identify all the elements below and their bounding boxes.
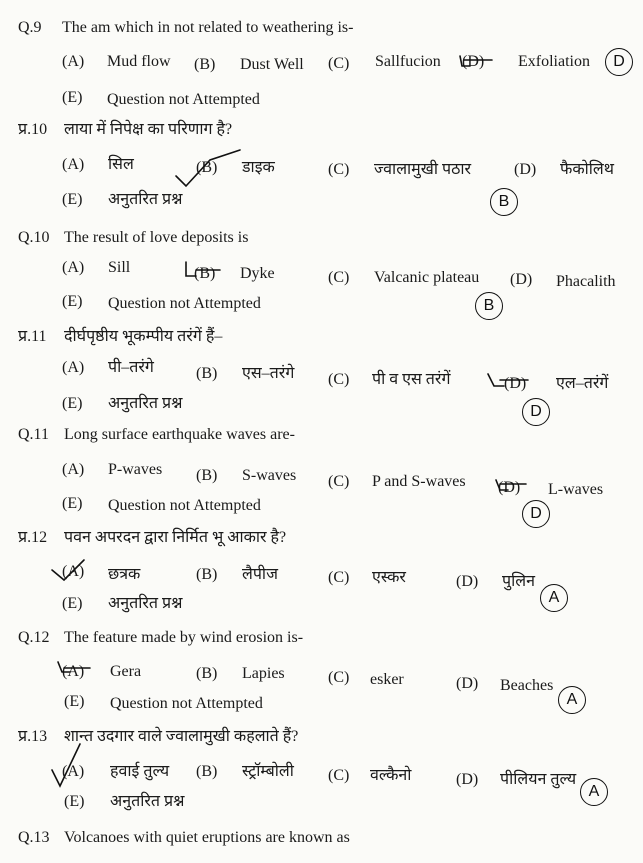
option-e-label: (E) [62,191,83,208]
question-text: Volcanoes with quiet eruptions are known as [64,829,350,846]
option-a-label: (A) [62,461,85,478]
question-number: प्र.12 [18,529,48,546]
option-c-label: (C) [328,55,350,72]
option-e-label: (E) [64,693,85,710]
option-e-label: (E) [62,293,83,310]
option-c-text: Sallfucion [375,53,441,70]
option-c-label: (C) [328,473,350,490]
option-e-text: Question not Attempted [107,91,260,108]
question-text: The result of love deposits is [64,229,249,246]
question-text: लाया में निपेक्ष का परिणाग है? [64,121,233,138]
question-number: Q.13 [18,829,50,846]
option-b-label: (B) [196,467,218,484]
option-b-label: (B) [194,265,216,282]
option-b-text: Dyke [240,265,275,282]
option-d-text: Beaches [500,677,554,694]
answer-mark: A [580,778,608,806]
question-text: The am which in not related to weathering is- [62,19,354,36]
option-c-label: (C) [328,569,350,586]
option-e-text: अनुतरित प्रश्न [110,793,185,810]
option-a-label: (A) [62,259,85,276]
option-c-text: Valcanic plateau [374,269,480,286]
option-d-label: (D) [456,675,479,692]
option-d-text: फैकोलिथ [560,161,614,178]
option-c-text: वल्कैनो [370,767,412,784]
option-d-label: (D) [498,479,521,496]
option-a-label: (A) [62,359,85,376]
option-e-text: अनुतरित प्रश्न [108,395,183,412]
question-number: प्र.11 [18,328,47,345]
option-d-text: L-waves [548,481,604,498]
option-b-label: (B) [194,56,216,73]
option-b-text: Dust Well [240,56,304,73]
option-e-text: Question not Attempted [108,497,261,514]
option-e-text: अनुतरित प्रश्न [108,595,183,612]
question-number: Q.9 [18,19,42,36]
option-d-text: पीलियन तुल्य [500,771,577,788]
answer-mark: B [475,292,503,320]
option-c-label: (C) [328,669,350,686]
option-c-label: (C) [328,767,350,784]
question-number: प्र.13 [18,728,48,745]
answer-mark: B [490,188,518,216]
answer-mark: D [605,48,633,76]
question-number: Q.11 [18,426,49,443]
option-e-label: (E) [62,595,83,612]
option-d-label: (D) [462,53,485,70]
option-a-label: (A) [62,563,85,580]
option-c-text: P and S-waves [372,473,466,490]
option-e-text: अनुतरित प्रश्न [108,191,183,208]
question-number: प्र.10 [18,121,48,138]
option-a-label: (A) [62,763,85,780]
option-e-label: (E) [62,395,83,412]
option-d-label: (D) [456,771,479,788]
option-c-text: पी व एस तरंगें [372,371,451,388]
option-e-label: (E) [62,495,83,512]
option-e-label: (E) [62,89,83,106]
option-d-label: (D) [456,573,479,590]
option-d-text: एल–तरंगें [556,375,609,392]
option-e-label: (E) [64,793,85,810]
question-text: The feature made by wind erosion is- [64,629,304,646]
option-a-text: सिल [108,156,134,173]
answer-mark: A [540,584,568,612]
option-b-text: S-waves [242,467,297,484]
option-c-label: (C) [328,161,350,178]
option-b-text: Lapies [242,665,285,682]
option-a-text: पी–तरंगे [108,359,154,376]
answer-mark: A [558,686,586,714]
answer-mark: D [522,398,550,426]
option-c-text: एस्कर [372,569,406,586]
answer-mark: D [522,500,550,528]
option-b-label: (B) [196,566,218,583]
option-b-text: स्ट्रॉम्बोली [242,763,294,780]
option-d-label: (D) [514,161,537,178]
option-c-text: esker [370,671,404,688]
option-c-label: (C) [328,371,350,388]
option-a-text: Sill [108,259,131,276]
option-c-label: (C) [328,269,350,286]
option-d-text: Exfoliation [518,53,590,70]
option-d-text: पुलिन [502,573,535,590]
option-b-label: (B) [196,365,218,382]
option-a-text: P-waves [108,461,163,478]
option-b-label: (B) [196,665,218,682]
question-text: दीर्घपृष्ठीय भूकम्पीय तरंगें हैं– [64,328,223,345]
question-text: पवन अपरदन द्वारा निर्मित भू आकार है? [64,529,287,546]
option-a-label: (A) [62,663,85,680]
option-b-text: डाइक [242,159,275,176]
question-number: Q.12 [18,629,50,646]
option-b-text: एस–तरंगे [242,365,295,382]
option-d-label: (D) [510,271,533,288]
option-a-text: छत्रक [108,566,141,583]
option-b-label: (B) [196,159,218,176]
option-e-text: Question not Attempted [110,695,263,712]
option-a-label: (A) [62,156,85,173]
option-b-text: लैपीज [242,566,278,583]
option-a-label: (A) [62,53,85,70]
option-a-text: हवाई तुल्य [110,763,170,780]
option-a-text: Mud flow [107,53,171,70]
question-text: शान्त उदगार वाले ज्वालामुखी कहलाते हैं? [64,728,299,745]
option-a-text: Gera [110,663,142,680]
option-e-text: Question not Attempted [108,295,261,312]
question-text: Long surface earthquake waves are- [64,426,295,443]
option-d-text: Phacalith [556,273,616,290]
option-c-text: ज्वालामुखी पठार [374,161,472,178]
question-number: Q.10 [18,229,50,246]
option-d-label: (D) [504,375,527,392]
option-b-label: (B) [196,763,218,780]
